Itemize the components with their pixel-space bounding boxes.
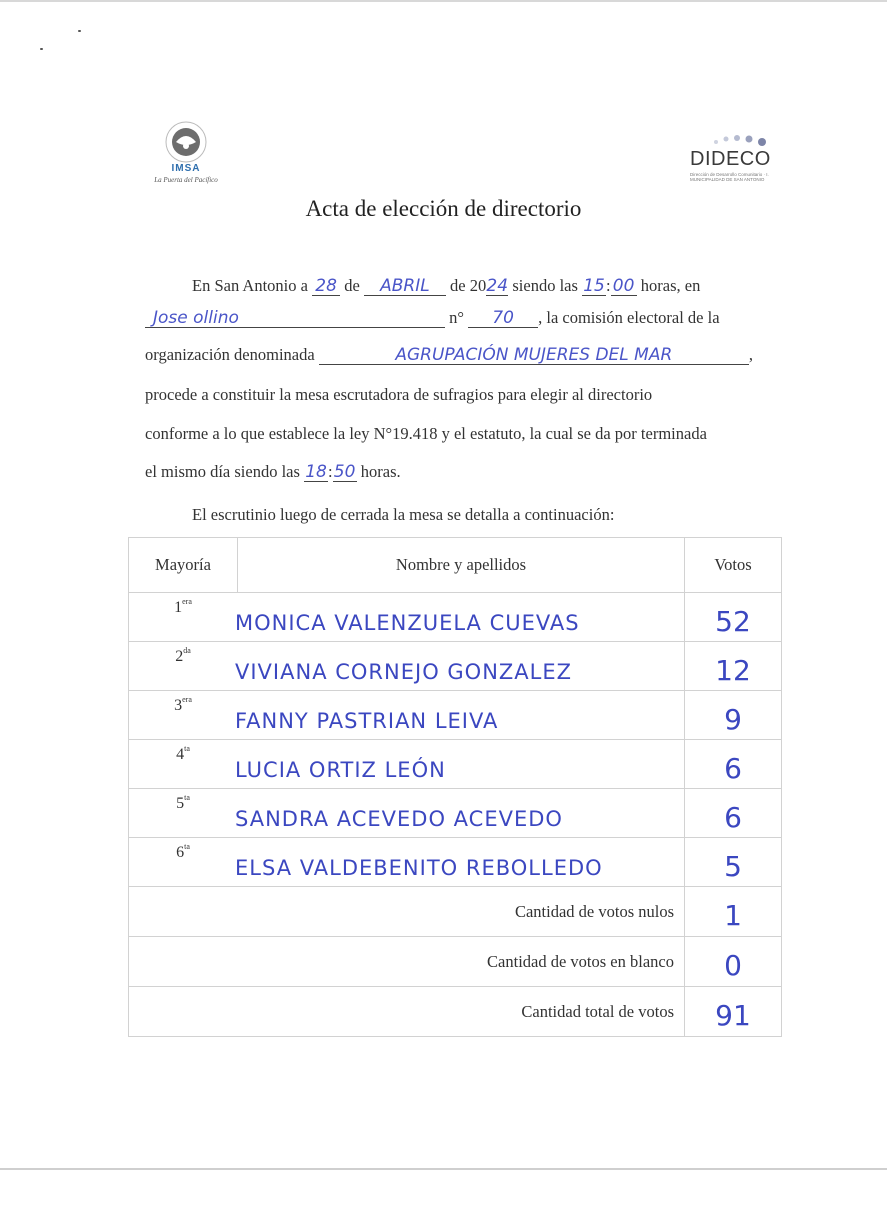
rank-name-cell — [129, 642, 685, 691]
results-intro: El escrutinio luego de cerrada la mesa se detalla a continuación: — [192, 505, 615, 524]
summary-label-cell — [129, 987, 685, 1037]
text: organización denominada — [145, 345, 319, 364]
summary-row-total-votes — [129, 987, 782, 1037]
candidate-name: ELSA VALDEBENITO REBOLLEDO — [235, 856, 603, 880]
end-hour-field: 18 — [305, 462, 327, 482]
scan-top-edge — [0, 0, 887, 2]
imsa-logo-tagline: La Puerta del Pacífico — [154, 176, 218, 184]
rank-name-cell — [129, 593, 685, 642]
summary-label-cell — [129, 887, 685, 937]
rank-header: Mayoría — [129, 538, 238, 593]
paragraph-line-3 — [145, 345, 775, 365]
summary-row-blank-votes — [129, 937, 782, 987]
summary-label: Cantidad de votos nulos — [514, 902, 674, 921]
summary-value: 1 — [724, 899, 742, 932]
text: siendo las — [508, 276, 583, 295]
vote-count: 9 — [724, 703, 742, 736]
rank-label: $2^{da}$ — [175, 646, 191, 665]
table-header-row — [129, 538, 782, 593]
document-title: Acta de elección de directorio — [305, 196, 582, 221]
summary-label-cell — [129, 937, 685, 987]
votes-cell — [685, 789, 782, 838]
dideco-logo — [686, 130, 786, 190]
vote-count: 12 — [715, 654, 751, 687]
vote-count: 6 — [724, 752, 742, 785]
imsa-logo — [146, 120, 226, 190]
text: horas, en — [636, 276, 701, 295]
text: : — [606, 276, 611, 295]
paragraph-line-5: conforme a lo que establece la ley N°19.418 y el estatuto, la cual se da por terminada — [145, 424, 707, 443]
candidate-name: MONICA VALENZUELA CUEVAS — [235, 611, 580, 635]
vote-count: 6 — [724, 801, 742, 834]
dideco-dots-icon — [686, 130, 786, 148]
votes-cell — [685, 740, 782, 789]
street-number-field: 70 — [468, 309, 538, 328]
votes-cell — [685, 593, 782, 642]
vote-count: 52 — [715, 605, 751, 638]
paragraph-line-2 — [145, 308, 775, 328]
summary-label: Cantidad total de votos — [521, 1002, 674, 1021]
paragraph-line-1 — [192, 276, 822, 296]
summary-value-cell — [685, 987, 782, 1037]
rank-label: $3^{era}$ — [174, 695, 192, 714]
text: de 20 — [445, 276, 487, 295]
rank-name-cell — [129, 838, 685, 887]
table-row — [129, 740, 782, 789]
dideco-logo-subtitle: Dirección de Desarrollo Comunitario · I. MUNICIPALIDAD DE SAN ANTONIO — [690, 172, 769, 182]
votes-header: Votos — [685, 538, 782, 593]
vote-count: 5 — [724, 850, 742, 883]
table-row — [129, 838, 782, 887]
summary-value: 0 — [724, 949, 742, 982]
rank-label: $5^{ta}$ — [176, 793, 190, 812]
scan-speck — [78, 30, 81, 32]
organization-field: AGRUPACIÓN MUJERES DEL MAR — [319, 346, 749, 365]
paragraph-line-6 — [145, 462, 775, 482]
text: , la comisión electoral de la — [538, 308, 720, 327]
rank-label: $4^{ta}$ — [176, 744, 190, 763]
candidate-name: SANDRA ACEVEDO ACEVEDO — [235, 807, 563, 831]
month-field: ABRIL — [364, 277, 446, 296]
imsa-emblem-icon — [146, 120, 226, 164]
name-header: Nombre y apellidos — [238, 538, 685, 593]
text: , — [748, 345, 753, 364]
summary-label: Cantidad de votos en blanco — [487, 952, 674, 971]
imsa-logo-name: IMSA — [171, 163, 201, 174]
votes-cell — [685, 642, 782, 691]
table-row — [129, 642, 782, 691]
table-row — [129, 593, 782, 642]
rank-label: $1^{era}$ — [174, 597, 192, 616]
scan-speck — [40, 48, 43, 50]
table-row — [129, 789, 782, 838]
candidate-name: VIVIANA CORNEJO GONZALEZ — [235, 660, 573, 684]
text: horas. — [356, 462, 401, 481]
rank-name-cell — [129, 740, 685, 789]
text: de — [340, 276, 364, 295]
summary-row-null-votes — [129, 887, 782, 937]
results-table — [128, 537, 782, 1037]
summary-value-cell — [685, 887, 782, 937]
votes-cell — [685, 691, 782, 740]
candidate-name: FANNY PASTRIAN LEIVA — [235, 709, 499, 733]
rank-name-cell — [129, 691, 685, 740]
rank-label: $6^{ta}$ — [176, 842, 190, 861]
votes-cell — [685, 838, 782, 887]
table-row — [129, 691, 782, 740]
start-minute-field: 00 — [611, 277, 637, 296]
summary-value: 91 — [715, 999, 751, 1032]
start-hour-field: 15 — [583, 276, 605, 296]
end-minute-field: 50 — [333, 462, 356, 482]
year-field: 24 — [486, 276, 509, 296]
rank-name-cell — [129, 789, 685, 838]
text: n° — [445, 308, 469, 327]
scan-bottom-edge — [0, 1168, 887, 1170]
day-field: 28 — [312, 277, 340, 296]
candidate-name: LUCIA ORTIZ LEÓN — [235, 758, 446, 782]
dideco-logo-name: DIDECO — [690, 148, 771, 170]
summary-value-cell — [685, 937, 782, 987]
text: En San Antonio a — [192, 276, 313, 295]
text: el mismo día siendo las — [145, 462, 305, 481]
text: : — [328, 462, 333, 481]
street-field: Jose ollino — [145, 309, 445, 328]
paragraph-line-4: procede a constituir la mesa escrutadora de sufragios para elegir al directorio — [145, 385, 653, 404]
